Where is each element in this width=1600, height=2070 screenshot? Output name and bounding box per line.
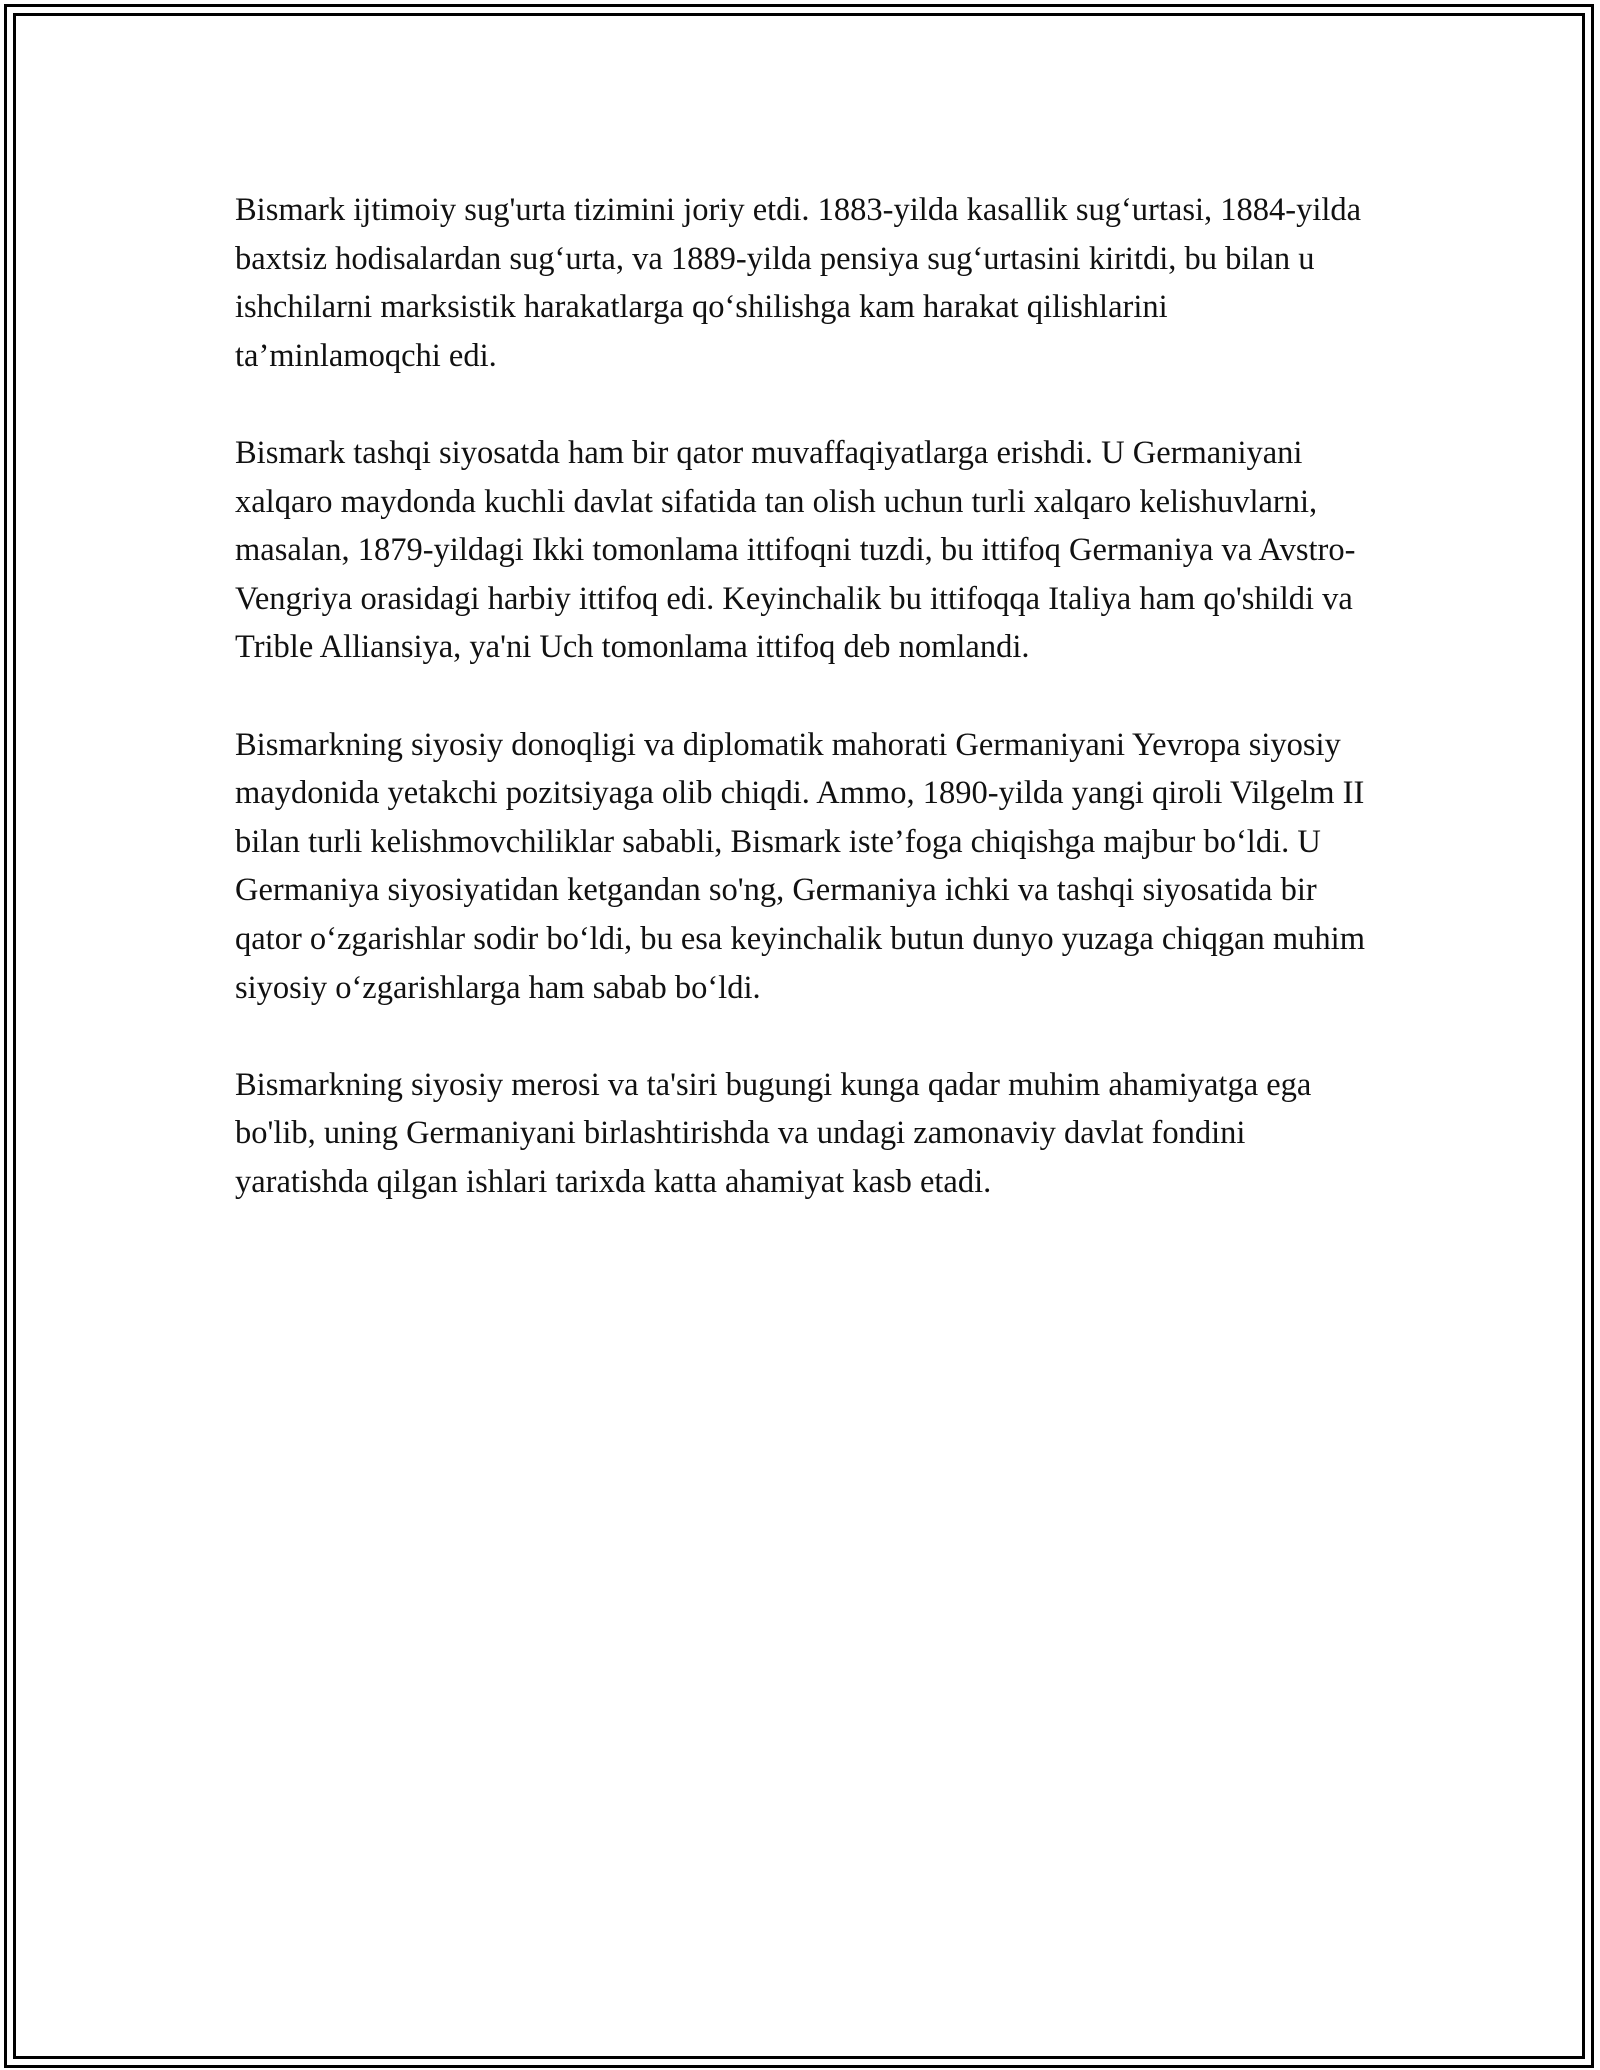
paragraph-legacy: Bismarkning siyosiy merosi va ta'siri bugungi kunga qadar muhim ahamiyatga ega bo'lib, uning Germaniyani birlashtirishda va undagi zamonaviy davlat fondini yaratishda qilgan ishlari tarixda katta ahamiyat kasb etadi.	[235, 1066, 1312, 1200]
document-body	[235, 186, 1375, 1255]
paragraph-foreign-policy: Bismark tashqi siyosatda ham bir qator muvaffaqiyatlarga erishdi. U Germaniyani xalqaro maydonda kuchli davlat sifatida tan olish uchun turli xalqaro kelishuvlarni, masalan, 1879-yildagi Ikki tomonlama ittifoqni tuzdi, bu ittifoq Germaniya va Avstro-Vengriya orasidagi harbiy ittifoq edi. Keyinchalik bu ittifoqqa Italiya ham qo'shildi va Trible Alliansiya, ya'ni Uch tomonlama ittifoq deb nomlandi.	[235, 434, 1356, 666]
paragraph-social-insurance: Bismark ijtimoiy sug'urta tizimini joriy etdi. 1883-yilda kasallik sug‘urtasi, 1884-yilda baxtsiz hodisalardan sug‘urta, va 1889-yilda pensiya sug‘urtasini kiritdi, bu bilan u ishchilarni marksistik harakatlarga qo‘shilishga kam harakat qilishlarini ta’minlamoqchi edi.	[235, 192, 1362, 374]
paragraph-resignation: Bismarkning siyosiy donoqligi va diplomatik mahorati Germaniyani Yevropa siyosiy maydonida yetakchi pozitsiyaga olib chiqdi. Ammo, 1890-yilda yangi qiroli Vilgelm II bilan turli kelishmovchiliklar sababli, Bismark iste’foga chiqishga majbur bo‘ldi. U Germaniya siyosiyatidan ketgandan so'ng, Germaniya ichki va tashqi siyosatida bir qator o‘zgarishlar sodir bo‘ldi, bu esa keyinchalik butun dunyo yuzaga chiqgan muhim siyosiy o‘zgarishlarga ham sabab bo‘ldi.	[235, 726, 1365, 1006]
